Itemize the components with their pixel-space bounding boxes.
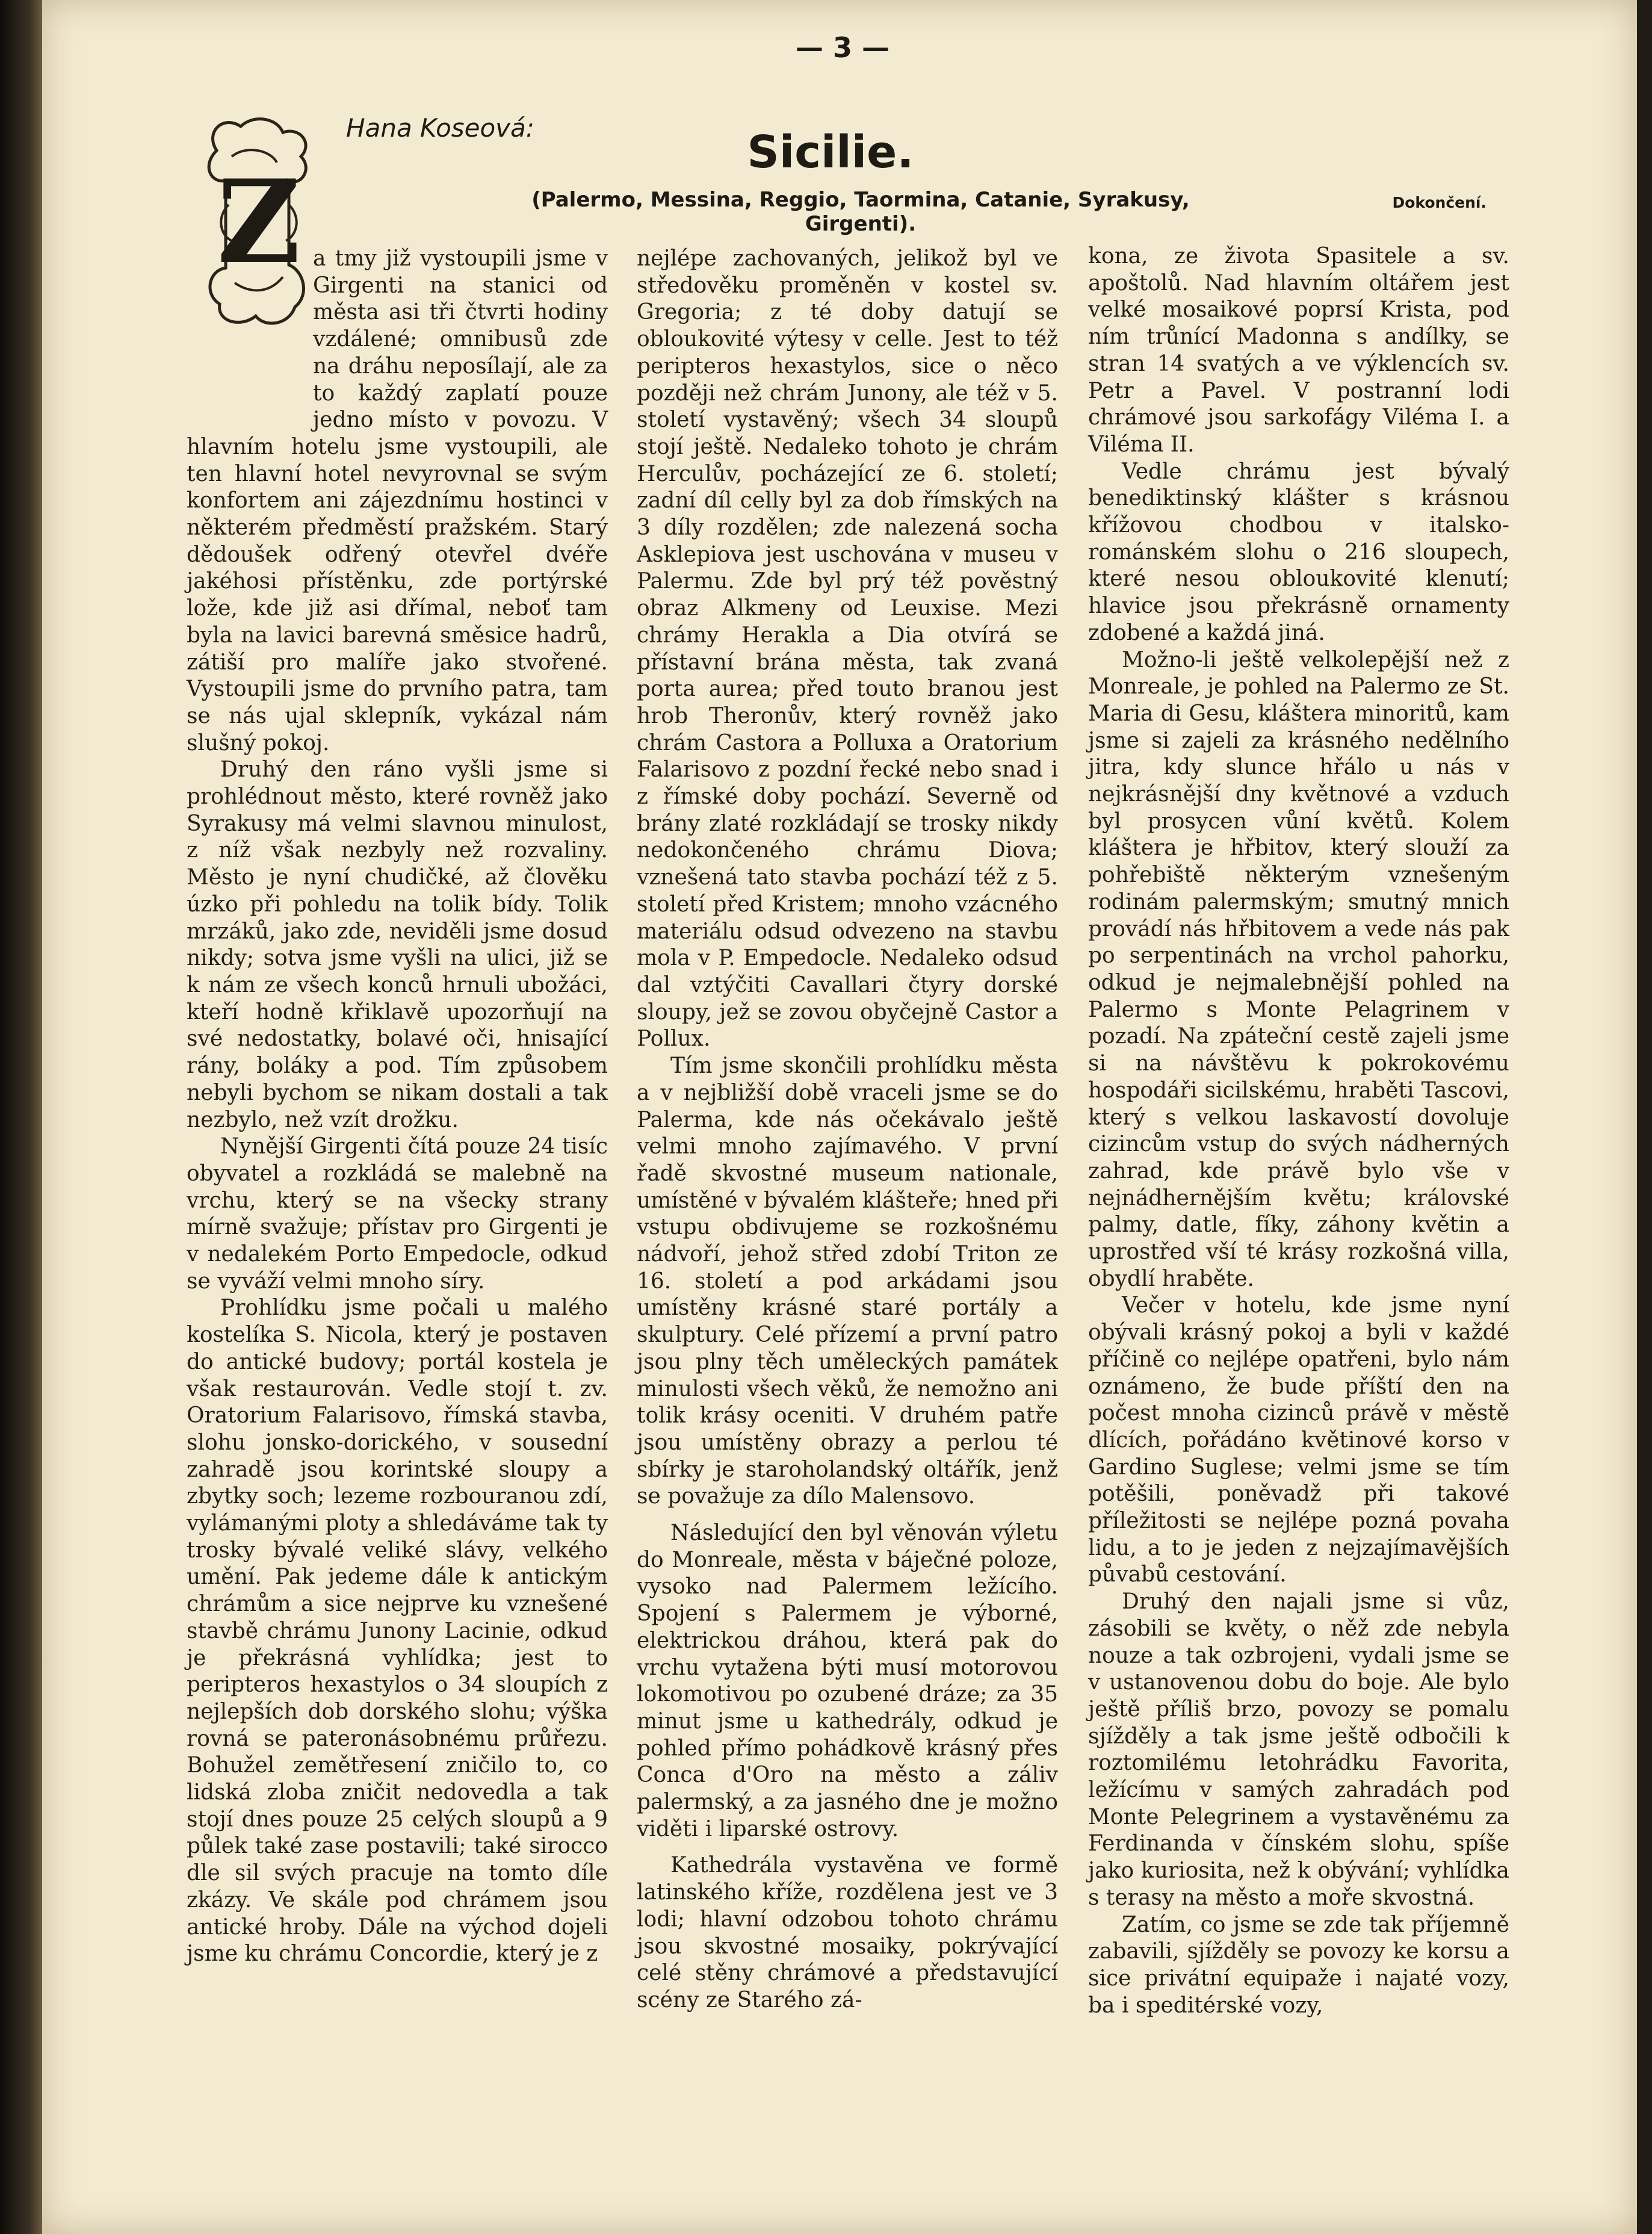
author: Hana Koseová: xyxy=(346,113,534,143)
continued-note: Dokončení. xyxy=(1392,194,1486,211)
paragraph: Prohlídku jsme počali u malého kostelíka S. Nicola, který je postaven do antické budovy; portál kostela je však restaurován. Vedle stojí t. zv. Oratorium Falarisovo, římská stavba, slohu jonsko-dorického, v sousední zahradě jsou korintské sloupy a zbytky soch; lezeme rozbouranou zdí, vylámanými ploty a shledáváme tak ty trosky bývalé veliké slávy, velkého umění. Pak jedeme dále k antickým chrámům a sice nejprve ku vznešené stavbě chrámu Junony Lacinie, odkud je překrásná vyhlídka; jest to peripteros hexastylos o 34 sloupích z nejlepších dob dorského slohu; výška rovná se pateronásobnému průřezu. Bohužel zemětřesení zničilo to, co lidská zloba zničit nedovedla a tak stojí dnes pouze 25 celých sloupů a 9 půlek také zase postavili; také sirocco dle sil svých pracuje na tomto díle zkázy. Ve skále pod chrámem jsou antické hroby. Dále na východ dojeli jsme ku chrámu Concordie, který je z xyxy=(187,1295,608,1967)
paragraph: Tím jsme skončili prohlídku města a v nejbližší době vraceli jsme se do Palerma, kde nás očekávalo ještě velmi mnoho zajímavého. V první řadě skvostné museum nationale, umístěné v bývalém klášteře; hned při vstupu obdivujeme se rozkošnému nádvoří, jehož střed zdobí Triton ze 16. století a pod arkádami jsou umístěny krásné staré portály a skulptury. Celé přízemí a první patro jsou plny těch uměleckých památek minulosti všech věků, že nemožno ani tolik krásy oceniti. V druhém patře jsou umístěny obrazy a perlou té sbírky je staroholandský oltářík, jenž se považuje za dílo Malensovo. xyxy=(637,1053,1058,1509)
paragraph xyxy=(187,246,608,757)
paragraph: Nynější Girgenti čítá pouze 24 tisíc obyvatel a rozkládá se malebně na vrchu, který se na všecky strany mírně svažuje; přístav pro Girgenti je v nedalekém Porto Empedocle, odkud se vyváží velmi mnoho síry. xyxy=(187,1134,608,1294)
article-title: Sicilie. xyxy=(747,126,914,178)
paragraph: kona, ze života Spasitele a sv. apoštolů. Nad hlavním oltářem jest velké mosaikové poprsí Krista, pod ním trůnící Madonna s andílky, se stran 14 svatých a ve výklencích sv. Petr a Pavel. V postranní lodi chrámové jsou sarkofágy Viléma I. a Viléma II. xyxy=(1088,244,1509,457)
paragraph: Večer v hotelu, kde jsme nyní obývali krásný pokoj a byli v každé příčině co nejlépe opatřeni, bylo nám oznámeno, že bude příští den na počest mnoha cizinců právě v městě dlících, pořádáno květinové korso v Gardino Suglese; velmi jsme se tím potěšili, poněvadž při takové příležitosti se nejlépe pozná povaha lidu, a to je jeden z nejzajímavějších půvabů cestování. xyxy=(1088,1293,1509,1587)
paragraph: Druhý den ráno vyšli jsme si prohlédnout město, které rovněž jako Syrakusy má velmi slavnou minulost, z níž však nezbyly než rozvaliny. Město je nyní chudičké, až člověku úzko při pohledu na tolik bídy. Tolik mrzáků, jako zde, neviděli jsme dosud nikdy; sotva jsme vyšli na ulici, již se k nám ze všech konců hrnuli ubožáci, kteří hodně křiklavě upozorňují na své nedostatky, bolavé oči, hnisající rány, boláky a pod. Tím způsobem nebyli bychom se nikam dostali a tak nezbylo, než vzít drožku. xyxy=(187,757,608,1132)
spacer xyxy=(637,1843,1058,1852)
text-column-2 xyxy=(637,246,1058,2014)
paragraph: Vedle chrámu jest bývalý benediktinský klášter s krásnou křížovou chodbou v italsko-románském slohu o 216 sloupech, které nesou obloukovité klenutí; hlavice jsou překrásně ornamenty zdobené a každá jiná. xyxy=(1088,459,1509,645)
text-column-1 xyxy=(187,246,608,1968)
text-column-3 xyxy=(1088,243,1509,2019)
paragraph: nejlépe zachovaných, jelikož byl ve středověku proměněn v kostel sv. Gregoria; z té doby datují se obloukovité výtesy v celle. Jest to též peripteros hexastylos, sice o něco později než chrám Junony, ale též v 5. století vystavěný; všech 34 sloupů stojí ještě. Nedaleko tohoto je chrám Herculův, pocházející ze 6. století; zadní díl celly byl za dob římských na 3 díly rozdělen; zde nalezená socha Asklepiova jest uschována v museu v Palermu. Zde byl prý též pověstný obraz Alkmeny od Leuxise. Mezi chrámy Herakla a Dia otvírá se přístavní brána města, tak zvaná porta aurea; před touto branou jest hrob Theronův, který rovněž jako chrám Castora a Polluxa a Oratorium Falarisovo z pozdní řecké nebo snad i z římské doby pochází. Severně od brány zlaté rozkládají se trosky nikdy nedokončeného chrámu Diova; vznešená tato stavba pochází též z 5. století před Kristem; mnoho vzácného materiálu odsud odvezeno na stavbu mola v P. Empedocle. Nedaleko odsud dal vztýčiti Cavallari čtyry dorské sloupy, jež se zovou obyčejně Castor a Pollux. xyxy=(637,246,1058,1052)
paragraph: Následující den byl věnován výletu do Monreale, města v báječné poloze, vysoko nad Palermem ležícího. Spojení s Palermem je výborné, elektrickou dráhou, která pak do vrchu vytažena býti musí motorovou lokomotivou po ozubené dráze; za 35 minut jsme u kathedrály, odkud je pohled přímo pohádkově krásný přes Conca d'Oro na město a záliv palermský, a za jasného dne je možno viděti i liparské ostrovy. xyxy=(637,1521,1058,1841)
spacer xyxy=(637,1510,1058,1520)
paragraph: Zatím, co jsme se zde tak příjemně zabavili, sjížděly se povozy ke korsu a sice privátní equipaže i najaté vozy, ba i speditérské vozy, xyxy=(1088,1912,1509,2018)
paragraph: Možno-li ještě velkolepější než z Monreale, je pohled na Palermo ze St. Maria di Gesu, kláštera minoritů, kam jsme si zajeli za krásného nedělního jitra, kdy slunce hřálo u nás v nejkrásnější dny květnové a vzduch byl prosycen vůní květů. Kolem kláštera je hřbitov, který slouží za pohřebiště některým vznešeným rodinám palermským; smutný mnich provádí nás hřbitovem a vede nás pak po serpentinách na vrchol pahorku, odkud je nejmalebnější pohled na Palermo s Monte Pelagrinem v pozadí. Na zpáteční cestě zajeli jsme si na návštěvu k pokrokovému hospodáři sicilskému, hraběti Tascovi, který s velkou laskavostí dovoluje cizincům vstup do svých nádherných zahrad, kde právě bylo vše v nejnádhernějším květu; královské palmy, datle, fíky, záhony květin a uprostřed vší té krásy rozkošná villa, obydlí hraběte. xyxy=(1088,647,1509,1291)
paragraph: Kathedrála vystavěna ve formě latinského kříže, rozdělena jest ve 3 lodi; hlavní odzobou tohoto chrámu jsou skvostné mosaiky, pokrývající celé stěny chrámové a představující scény ze Starého zá- xyxy=(637,1853,1058,2012)
binding-gutter xyxy=(0,0,42,2234)
paragraph-text: a tmy již vystoupili jsme v Girgenti na stanici od města asi tři čtvrti hodiny vzdálené; omnibusů zde na dráhu neposílají, ale za to každý zaplatí pouze jedno místo v povozu. V hlavním hotelu jsme vystoupili, ale ten hlavní hotel nevyrovnal se svým konfortem ani zájezdnímu hostinci v některém předměstí pražském. Starý dědoušek odřený otevřel dvéře jakéhosi přístěnku, zde portýrské lože, kde již asi dřímal, neboť tam byla na lavici barevná směsice hadrů, zátiší pro malíře jako stvořené. Vystoupili jsme do prvního patra, tam se nás ujal sklepník, vykázal nám slušný pokoj. xyxy=(187,246,608,756)
paragraph: Druhý den najali jsme si vůz, zásobili se květy, o něž zde nebyla nouze a tak ozbrojeni, vydali jsme se v ustanovenou dobu do boje. Ale bylo ještě příliš brzo, povozy se pomalu sjížděly a tak jsme ještě odbočili k roztomilému letohrádku Favorita, ležícímu v samých zahradách pod Monte Pelegrinem a vystavěnému za Ferdinanda v čínském slohu, spíše jako kuriosita, než k obývání; vyhlídka s terasy na město a moře skvostná. xyxy=(1088,1589,1509,1910)
initial-letter: Z xyxy=(217,155,301,289)
page-number: — 3 — xyxy=(795,31,890,64)
dropcap-space xyxy=(187,241,313,433)
article-subtitle: (Palermo, Messina, Reggio, Taormina, Catanie, Syrakusy, Girgenti). xyxy=(531,188,1190,236)
